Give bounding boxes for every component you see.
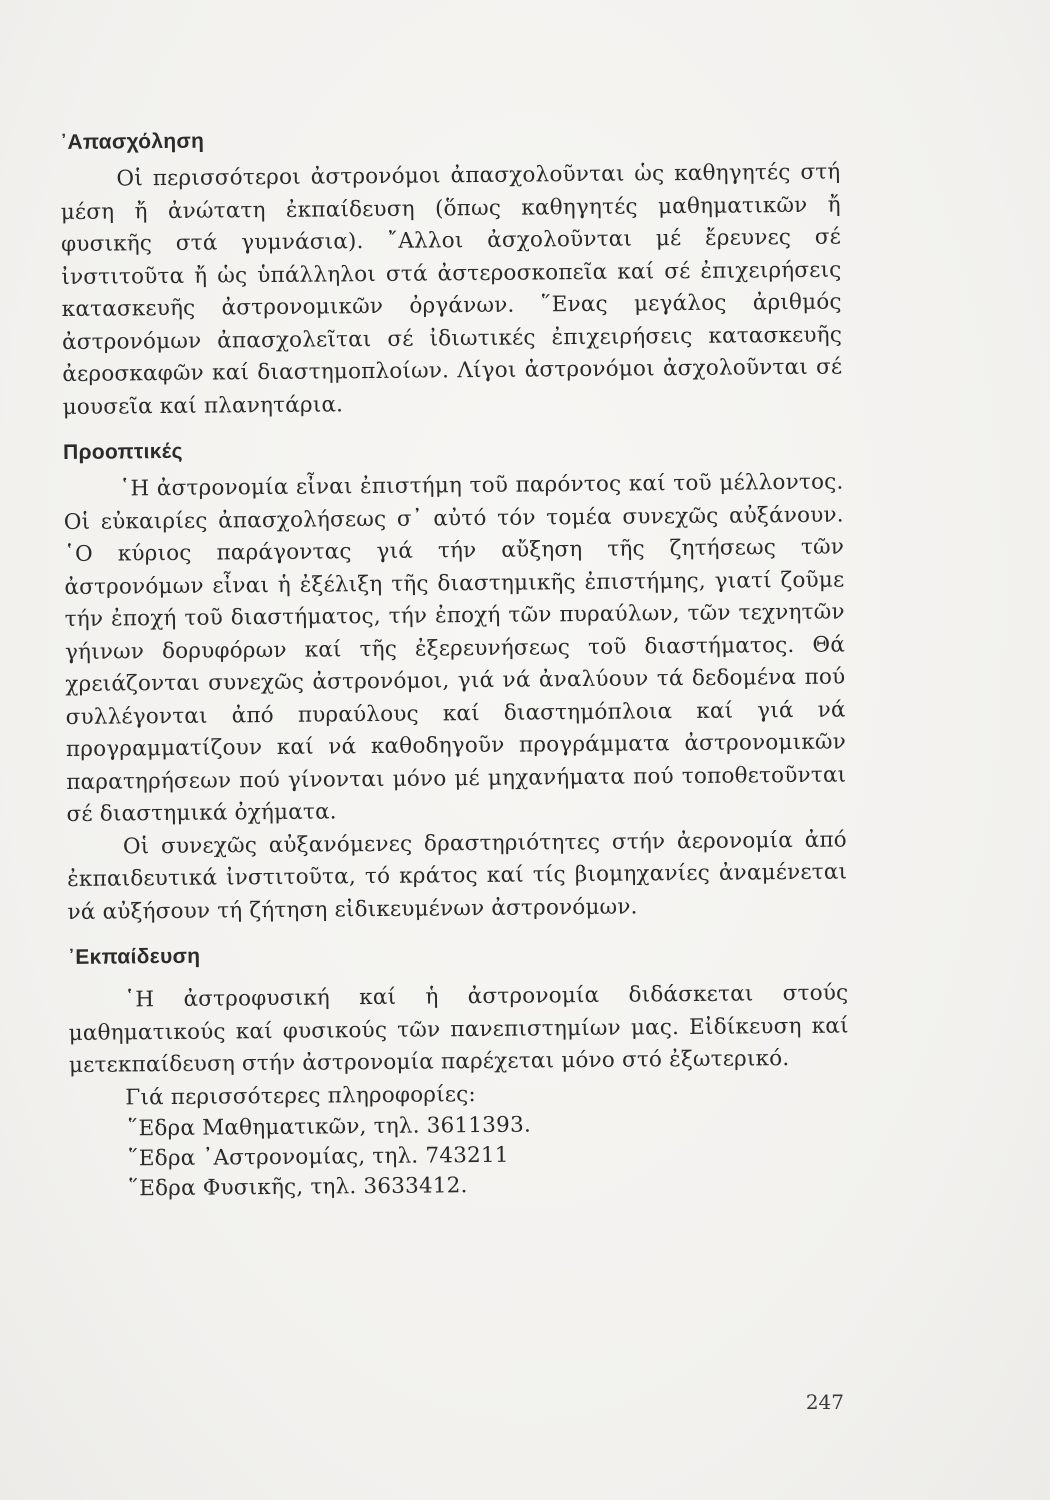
contact-physics: ῞Εδρα Φυσικῆς, τηλ. 3633412. bbox=[128, 1173, 468, 1202]
page-number: 247 bbox=[805, 1390, 844, 1414]
paragraph-prospects-1: ῾Η ἀστρονομία εἶναι ἐπιστήμη τοῦ παρόντος καί τοῦ μέλλοντος. Οἱ εὐκαιρίες ἀπασχολήσεως σ᾽ αὐτό τόν τομέα συνεχῶς αὐξάνουν. ῾Ο κύριος παράγοντας γιά τήν αὔξηση τῆς ζητήσεως τῶν ἀστρονόμων εἶναι ἡ ἐξέλιξη τῆς διαστημικῆς ἐπιστήμης, γιατί ζοῦμε τήν ἐποχή τοῦ διαστήματος, τήν ἐποχή τῶν πυραύλων, τῶν τεχνητῶν γήινων δορυφόρων καί τῆς ἐξερευνήσεως τοῦ διαστήματος. Θά χρειάζονται συνεχῶς ἀστρονόμοι, γιά νά ἀναλύουν τά δεδομένα πού συλλέγονται ἀπό πυραύλους καί διαστημόπλοια καί γιά νά προγραμματίζουν καί νά καθοδηγοῦν προγράμματα ἀστρονομικῶν παρατηρήσεων πού γίνονται μόνο μέ μηχανήματα πού τοποθετοῦνται σέ διαστημικά ὀχήματα. bbox=[63, 469, 847, 827]
paragraph-employment: Οἱ περισσότεροι ἀστρονόμοι ἀπασχολοῦνται ὡς καθηγητές στή μέση ἤ ἀνώτατη ἐκπαίδευση (ὅπως καθηγητές μαθηματικῶν ἤ φυσικῆς στά γυμνάσια). ῎Αλλοι ἀσχολοῦνται μέ ἔρευνες σέ ἰνστιτοῦτα ἤ ὡς ὑπάλληλοι στά ἀστεροσκοπεῖα καί σέ ἐπιχειρήσεις κατασκευῆς ἀστρονομικῶν ὀργάνων. ῞Ενας μεγάλος ἀριθμός ἀστρονόμων ἀπασχολεῖται σέ ἰδιωτικές ἐπιχειρήσεις κατασκευῆς ἀεροσκαφῶν καί διαστημοπλοίων. Λίγοι ἀστρονόμοι ἀσχολοῦνται σέ μουσεῖα καί πλανητάρια. bbox=[60, 159, 843, 420]
page-content bbox=[60, 121, 850, 1205]
more-info-line: Γιά περισσότερες πληροφορίες: bbox=[125, 1081, 476, 1110]
section-heading-employment: ᾽Απασχόληση bbox=[60, 129, 205, 154]
paragraph-education: ῾Η ἀστροφυσική καί ἡ ἀστρονομία διδάσκεται στούς μαθηματικούς καί φυσικούς τῶν πανεπιστημίων μας. Εἰδίκευση καί μετεκπαίδευση στήν ἀστρονομία παρέχεται μόνο στό ἐξωτερικό. bbox=[68, 980, 849, 1078]
section-heading-prospects: Προοπτικές bbox=[63, 439, 183, 464]
paragraph-prospects-2: Οἱ συνεχῶς αὐξανόμενες δραστηριότητες στήν ἀερονομία ἀπό ἐκπαιδευτικά ἰνστιτοῦτα, τό κράτος καί τίς βιομηχανίες ἀναμένεται νά αὐξήσουν τή ζήτηση εἰδικευμένων ἀστρονόμων. bbox=[67, 826, 848, 925]
contact-astronomy: ῞Εδρα ᾽Αστρονομίας, τηλ. 743211 bbox=[127, 1142, 509, 1172]
section-heading-education: ᾽Εκπαίδευση bbox=[67, 944, 201, 969]
contact-mathematics: ῞Εδρα Μαθηματικῶν, τηλ. 3611393. bbox=[127, 1112, 532, 1142]
